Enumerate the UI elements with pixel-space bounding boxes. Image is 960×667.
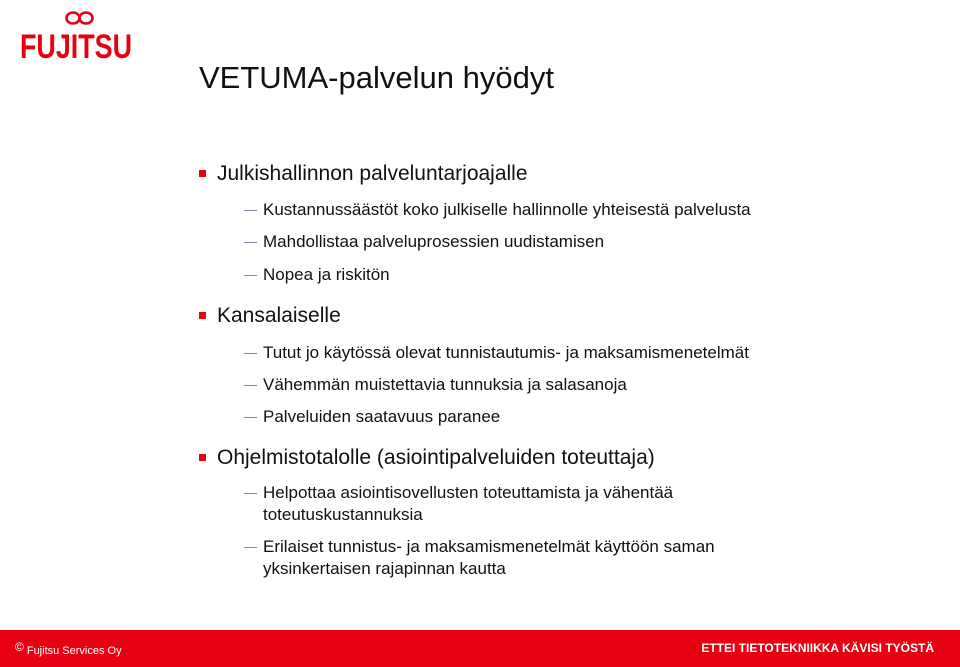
logo-wordmark: FUJITSU	[20, 28, 132, 66]
bullet-text: Julkishallinnon palveluntarjoajalle	[217, 162, 528, 185]
sub-item	[244, 231, 604, 253]
sub-item	[244, 406, 500, 428]
dash-bullet-icon	[244, 385, 257, 386]
sub-text: Vähemmän muistettavia tunnuksia ja salasanoja	[263, 375, 627, 394]
square-bullet-icon	[199, 170, 206, 177]
slide-title: VETUMA-palvelun hyödyt	[199, 60, 554, 95]
sub-text-line: yksinkertaisen rajapinnan kautta	[263, 559, 506, 578]
dash-bullet-icon	[244, 547, 257, 548]
footer-bar	[0, 630, 960, 667]
dash-bullet-icon	[244, 242, 257, 243]
sub-item	[244, 199, 751, 221]
fujitsu-logo-graphic	[18, 8, 138, 68]
dash-bullet-icon	[244, 417, 257, 418]
square-bullet-icon	[199, 312, 206, 319]
sub-text-line: Erilaiset tunnistus- ja maksamismenetelmät käyttöön saman	[263, 537, 715, 556]
sub-text: Tutut jo käytössä olevat tunnistautumis- ja maksamismenetelmät	[263, 343, 749, 362]
bullet-item	[199, 304, 341, 328]
dash-bullet-icon	[244, 275, 257, 276]
dash-bullet-icon	[244, 353, 257, 354]
dash-bullet-icon	[244, 210, 257, 211]
copyright-text: Fujitsu Services Oy	[26, 645, 122, 657]
sub-text: Kustannussäästöt koko julkiselle hallinnolle yhteisestä palvelusta	[263, 200, 751, 219]
bullet-text: Kansalaiselle	[217, 304, 341, 327]
dash-bullet-icon	[244, 493, 257, 494]
square-bullet-icon	[199, 454, 206, 461]
sub-item	[244, 342, 749, 364]
fujitsu-logo	[18, 8, 138, 68]
sub-text: Nopea ja riskitön	[263, 265, 390, 284]
bullet-item	[199, 446, 655, 470]
bullet-text: Ohjelmistotalolle (asiointipalveluiden toteuttaja)	[217, 446, 655, 469]
sub-text: Mahdollistaa palveluprosessien uudistamisen	[263, 232, 605, 251]
footer-copyright	[15, 640, 122, 657]
infinity-mark-icon	[67, 13, 93, 24]
sub-item	[244, 536, 715, 580]
sub-text-line: toteutuskustannuksia	[263, 505, 423, 524]
sub-item	[244, 374, 627, 396]
sub-item	[244, 482, 673, 526]
footer-slogan: ETTEI TIETOTEKNIIKKA KÄVISI TYÖSTÄ	[701, 641, 934, 655]
bullet-item	[199, 162, 528, 186]
sub-item	[244, 264, 390, 286]
sub-text: Palveluiden saatavuus paranee	[263, 407, 501, 426]
copyright-symbol: ©	[15, 640, 24, 654]
sub-text-line: Helpottaa asiointisovellusten toteuttamista ja vähentää	[263, 483, 674, 502]
